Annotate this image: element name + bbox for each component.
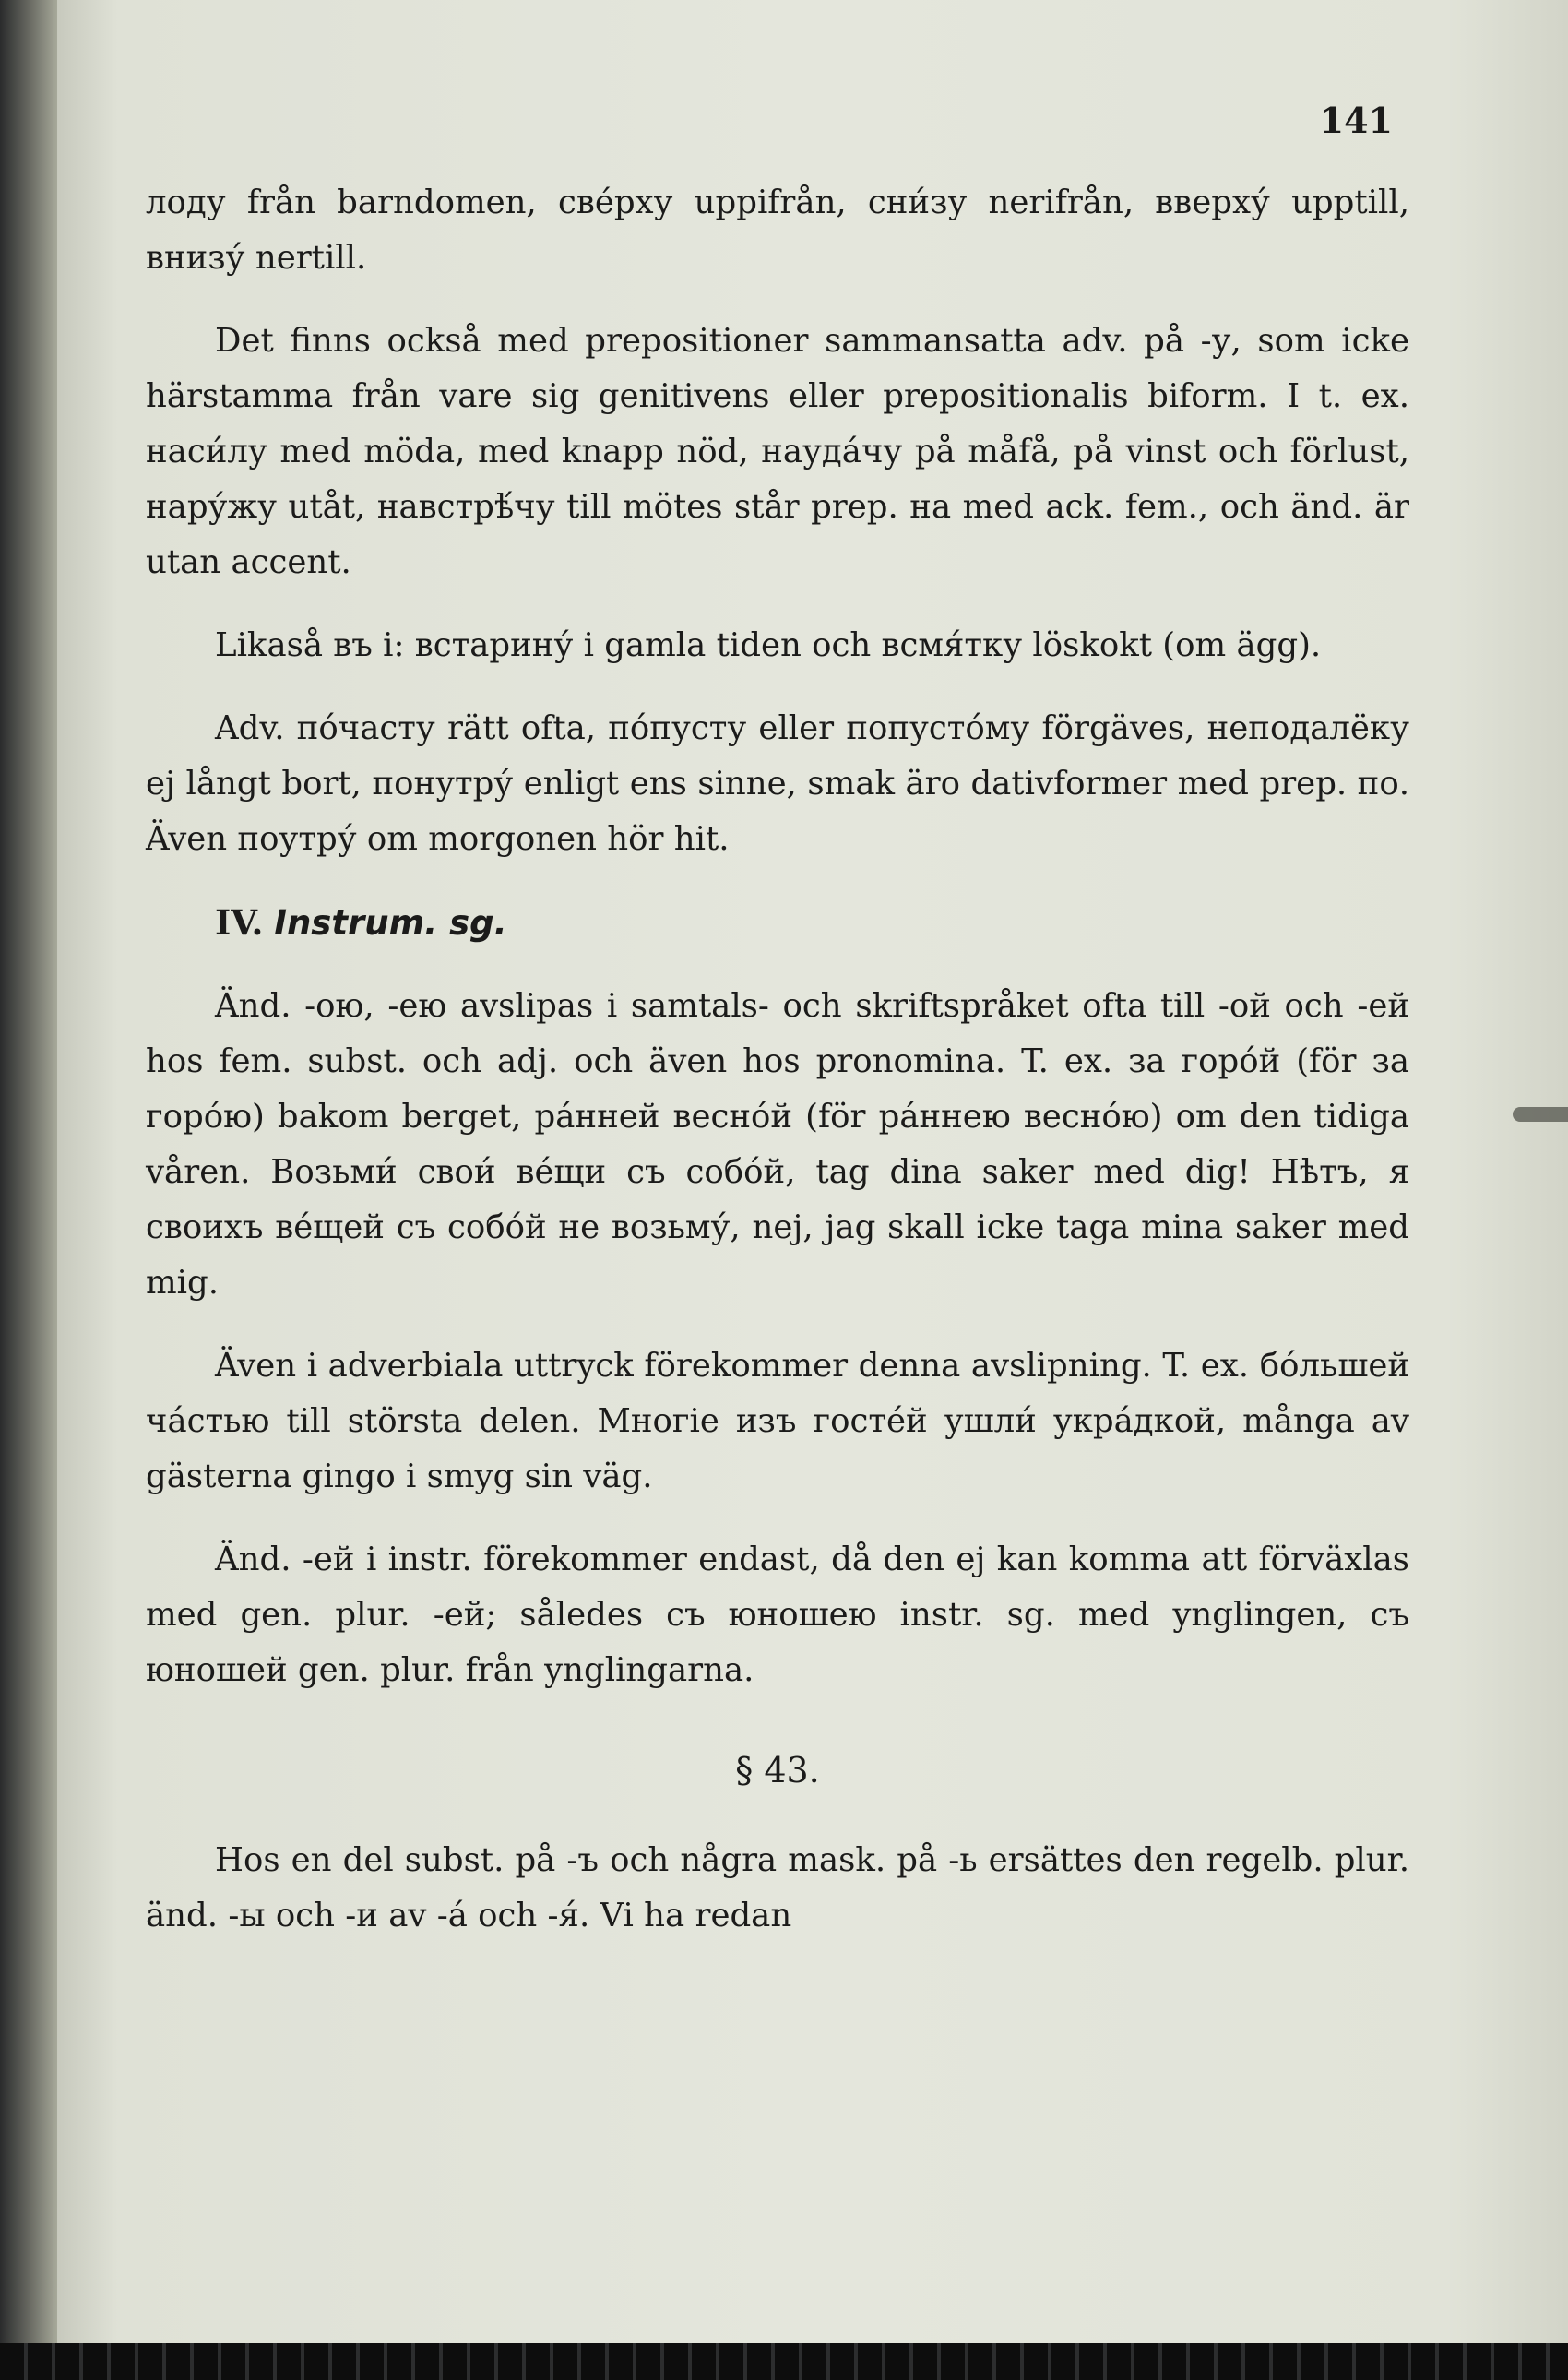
paragraph-5: Änd. -ою, -ею avslipas i samtals- och skriftspråket ofta till -ой och -ей hos fem. subst. och adj. och även hos pronomina. T. ex. за горóй (för за горóю) bakom berget, рáнней веснóй (för рáннею веснóю) om den tidiga våren. Возьми́ свои́ вéщи съ собóй, tag dina saker med dig! Нѣтъ, я своихъ вéщей съ собóй не возьму́, nej, jag skall icke taga mina saker med mig.	[146, 987, 1409, 1302]
paragraph-1: лоду från barndomen, свéрху uppifrån, сни́зу nerifrån, вверху́ upptill, внизу́ nertill.	[146, 184, 1409, 277]
paragraph-8: Hos en del subst. på -ъ och några mask. på -ь ersättes den regelb. plur. änd. -ы och -и av -á och -я́. Vi ha redan	[146, 1841, 1409, 1934]
paragraph-3: Likaså въ i: встарину́ i gamla tiden och всмя́тку löskokt (om ägg).	[215, 626, 1322, 664]
page-number: 141	[1319, 100, 1393, 141]
page-edge-mark	[1513, 1107, 1568, 1122]
paragraph-2: Det finns också med prepositioner sammansatta adv. på -у, som icke härstamma från vare sig genitivens eller prepositionalis biform. I t. ex. наси́лу med möda, med knapp nöd, наудáчу på måfå, på vinst och förlust, нару́жу utåt, навстрѣ́чу till mötes står prep. на med ack. fem., och änd. är utan accent.	[146, 322, 1409, 581]
section-heading	[146, 895, 1409, 951]
heading-title: Instrum. sg.	[274, 903, 507, 943]
section-number: § 43.	[735, 1750, 820, 1791]
book-binding-edge	[0, 0, 57, 2380]
paragraph-7: Änd. -ей i instr. förekommer endast, då den ej kan komma att förväxlas med gen. plur. -ей; således съ юношею instr. sg. med ynglingen, съ юношей gen. plur. från ynglingarna.	[146, 1541, 1409, 1689]
paragraph-4: Adv. пóчасту rätt ofta, пóпусту eller попустóму förgäves, неподалёку ej långt bort, понутру́ enligt ens sinne, smak äro dativformer med prep. по. Även поутру́ om morgonen hör hit.	[146, 709, 1409, 858]
scan-ruler	[0, 2343, 1568, 2380]
body-text	[146, 175, 1409, 1944]
heading-number: IV.	[215, 902, 264, 943]
paragraph-6: Även i adverbiala uttryck förekommer denna avslipning. T. ex. бóльшей чáстью till största delen. Многiе изъ гостéй ушли́ укрáдкой, många av gästerna gingo i smyg sin väg.	[146, 1347, 1409, 1495]
